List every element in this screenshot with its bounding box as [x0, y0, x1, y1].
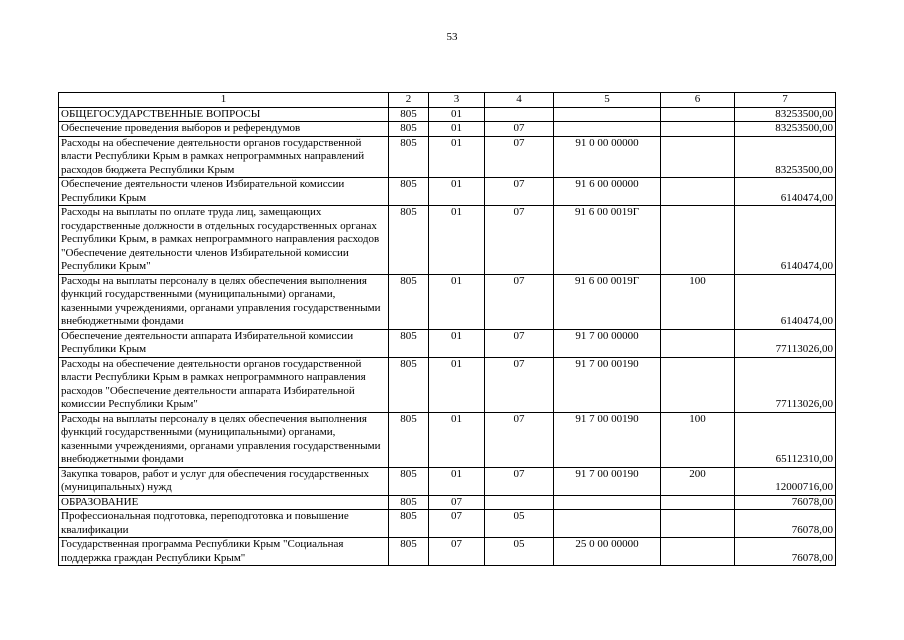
table-row	[59, 206, 836, 275]
code-target: 25 0 00 00000	[554, 538, 661, 566]
row-amount: 83253500,00	[735, 122, 836, 137]
code-target: 91 6 00 0019Г	[554, 206, 661, 275]
row-name: Закупка товаров, работ и услуг для обеспечения государственных (муниципальных) нужд	[59, 467, 389, 495]
code-subsection: 07	[485, 178, 554, 206]
code-expense-type	[661, 329, 735, 357]
row-amount: 6140474,00	[735, 206, 836, 275]
row-name: Государственная программа Республики Крым "Социальная поддержка граждан Республики Крым"	[59, 538, 389, 566]
code-subsection: 05	[485, 510, 554, 538]
column-header-7: 7	[735, 93, 836, 108]
column-header-4: 4	[485, 93, 554, 108]
code-admin: 805	[389, 206, 429, 275]
table-row	[59, 467, 836, 495]
code-admin: 805	[389, 122, 429, 137]
table-row	[59, 274, 836, 329]
code-subsection	[485, 107, 554, 122]
code-target: 91 0 00 00000	[554, 136, 661, 178]
row-name: Обеспечение деятельности аппарата Избирательной комиссии Республики Крым	[59, 329, 389, 357]
table-row	[59, 329, 836, 357]
code-expense-type	[661, 122, 735, 137]
table-row	[59, 495, 836, 510]
code-admin: 805	[389, 538, 429, 566]
code-expense-type	[661, 538, 735, 566]
row-name: Расходы на выплаты персоналу в целях обеспечения выполнения функций государственными (муниципальными) органами, казенными учреждениями, органами управления государственными внебюджетными фондами	[59, 274, 389, 329]
code-expense-type	[661, 495, 735, 510]
code-subsection: 05	[485, 538, 554, 566]
code-admin: 805	[389, 495, 429, 510]
code-subsection	[485, 495, 554, 510]
code-subsection: 07	[485, 206, 554, 275]
table-row	[59, 357, 836, 412]
row-amount: 6140474,00	[735, 178, 836, 206]
code-subsection: 07	[485, 274, 554, 329]
row-name: Обеспечение деятельности членов Избирательной комиссии Республики Крым	[59, 178, 389, 206]
code-admin: 805	[389, 178, 429, 206]
row-amount: 83253500,00	[735, 107, 836, 122]
table-row	[59, 178, 836, 206]
row-amount: 77113026,00	[735, 329, 836, 357]
code-expense-type	[661, 107, 735, 122]
code-section: 01	[429, 122, 485, 137]
column-header-3: 3	[429, 93, 485, 108]
column-header-2: 2	[389, 93, 429, 108]
budget-table	[58, 92, 836, 566]
row-name: Обеспечение проведения выборов и референдумов	[59, 122, 389, 137]
code-expense-type: 100	[661, 274, 735, 329]
table-row	[59, 412, 836, 467]
row-amount: 76078,00	[735, 495, 836, 510]
row-name: Профессиональная подготовка, переподготовка и повышение квалификации	[59, 510, 389, 538]
code-admin: 805	[389, 357, 429, 412]
code-expense-type: 100	[661, 412, 735, 467]
row-amount: 77113026,00	[735, 357, 836, 412]
table-header-row	[59, 93, 836, 108]
row-name: Расходы на выплаты персоналу в целях обеспечения выполнения функций государственными (муниципальными) органами, казенными учреждениями, органами управления государственными внебюджетными фондами	[59, 412, 389, 467]
code-section: 01	[429, 136, 485, 178]
code-expense-type: 200	[661, 467, 735, 495]
row-name: Расходы на обеспечение деятельности органов государственной власти Республики Крым в рамках непрограммных направлений расходов бюджета Республики Крым	[59, 136, 389, 178]
row-amount: 76078,00	[735, 510, 836, 538]
code-admin: 805	[389, 136, 429, 178]
code-subsection: 07	[485, 412, 554, 467]
row-amount: 83253500,00	[735, 136, 836, 178]
table-row	[59, 122, 836, 137]
code-section: 07	[429, 538, 485, 566]
row-amount: 76078,00	[735, 538, 836, 566]
code-subsection: 07	[485, 357, 554, 412]
code-expense-type	[661, 178, 735, 206]
code-section: 07	[429, 495, 485, 510]
code-subsection: 07	[485, 136, 554, 178]
code-section: 01	[429, 329, 485, 357]
code-section: 07	[429, 510, 485, 538]
table-row	[59, 538, 836, 566]
code-section: 01	[429, 107, 485, 122]
code-expense-type	[661, 510, 735, 538]
code-section: 01	[429, 412, 485, 467]
code-section: 01	[429, 178, 485, 206]
column-header-6: 6	[661, 93, 735, 108]
code-section: 01	[429, 357, 485, 412]
table-row	[59, 136, 836, 178]
code-target: 91 6 00 0019Г	[554, 274, 661, 329]
code-target	[554, 107, 661, 122]
code-section: 01	[429, 467, 485, 495]
page-number: 53	[446, 31, 458, 43]
code-admin: 805	[389, 274, 429, 329]
row-name: ОБЩЕГОСУДАРСТВЕННЫЕ ВОПРОСЫ	[59, 107, 389, 122]
code-subsection: 07	[485, 122, 554, 137]
code-target: 91 7 00 00190	[554, 412, 661, 467]
row-name: Расходы на выплаты по оплате труда лиц, замещающих государственные должности в отдельных государственных органах Республики Крым, в рамках непрограммного направления расходов "Обеспечение деятельности членов Избирательной комиссии Республики Крым"	[59, 206, 389, 275]
column-header-5: 5	[554, 93, 661, 108]
code-subsection: 07	[485, 467, 554, 495]
column-header-1: 1	[59, 93, 389, 108]
code-target: 91 7 00 00190	[554, 357, 661, 412]
code-expense-type	[661, 357, 735, 412]
code-admin: 805	[389, 107, 429, 122]
code-target	[554, 122, 661, 137]
row-name: Расходы на обеспечение деятельности органов государственной власти Республики Крым в рамках непрограммного направления расходов "Обеспечение деятельности аппарата Избирательной комиссии Республики Крым"	[59, 357, 389, 412]
code-target	[554, 510, 661, 538]
code-admin: 805	[389, 412, 429, 467]
table-row	[59, 107, 836, 122]
code-target: 91 6 00 00000	[554, 178, 661, 206]
row-name: ОБРАЗОВАНИЕ	[59, 495, 389, 510]
code-admin: 805	[389, 329, 429, 357]
code-expense-type	[661, 206, 735, 275]
code-expense-type	[661, 136, 735, 178]
code-admin: 805	[389, 510, 429, 538]
code-subsection: 07	[485, 329, 554, 357]
row-amount: 65112310,00	[735, 412, 836, 467]
code-admin: 805	[389, 467, 429, 495]
code-section: 01	[429, 274, 485, 329]
code-target	[554, 495, 661, 510]
table-row	[59, 510, 836, 538]
code-target: 91 7 00 00190	[554, 467, 661, 495]
code-section: 01	[429, 206, 485, 275]
row-amount: 6140474,00	[735, 274, 836, 329]
row-amount: 12000716,00	[735, 467, 836, 495]
code-target: 91 7 00 00000	[554, 329, 661, 357]
